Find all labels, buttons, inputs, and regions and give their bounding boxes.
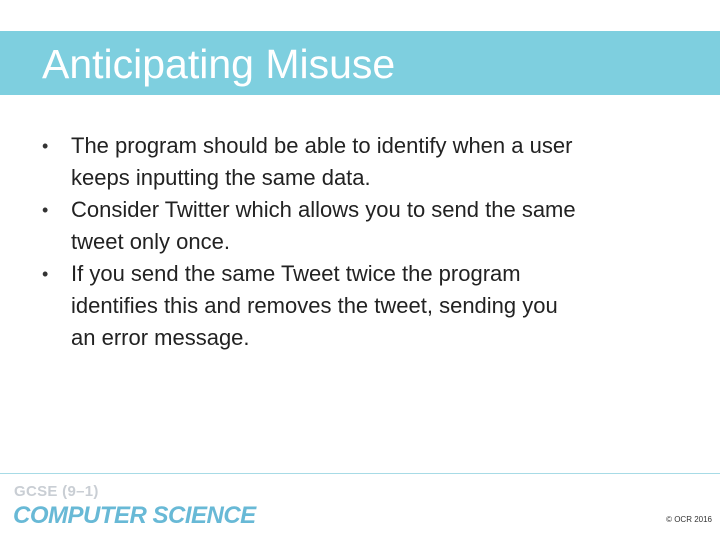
bullet-line: If you send the same Tweet twice the program [71,261,521,286]
footer-divider [0,473,720,474]
bullet-line: The program should be able to identify when a user [71,133,573,158]
bullet-item [0,130,720,194]
bullet-marker: • [42,136,49,156]
bullet-line: tweet only once. [71,229,230,254]
copyright-notice: © OCR 2016 [666,515,712,524]
bullet-line: Consider Twitter which allows you to send the same [71,197,576,222]
bullet-list [0,130,720,354]
slide-title: Anticipating Misuse [42,41,396,87]
bullet-item [0,258,720,354]
bullet-line: an error message. [71,325,250,350]
bullet-line: keeps inputting the same data. [71,165,371,190]
bullet-item [0,194,720,258]
course-name-logo: COMPUTER SCIENCE [13,502,256,529]
course-level-label: GCSE (9–1) [14,483,99,500]
bullet-marker: • [42,200,49,220]
bullet-marker: • [42,264,49,284]
bullet-line: identifies this and removes the tweet, sending you [71,293,558,318]
